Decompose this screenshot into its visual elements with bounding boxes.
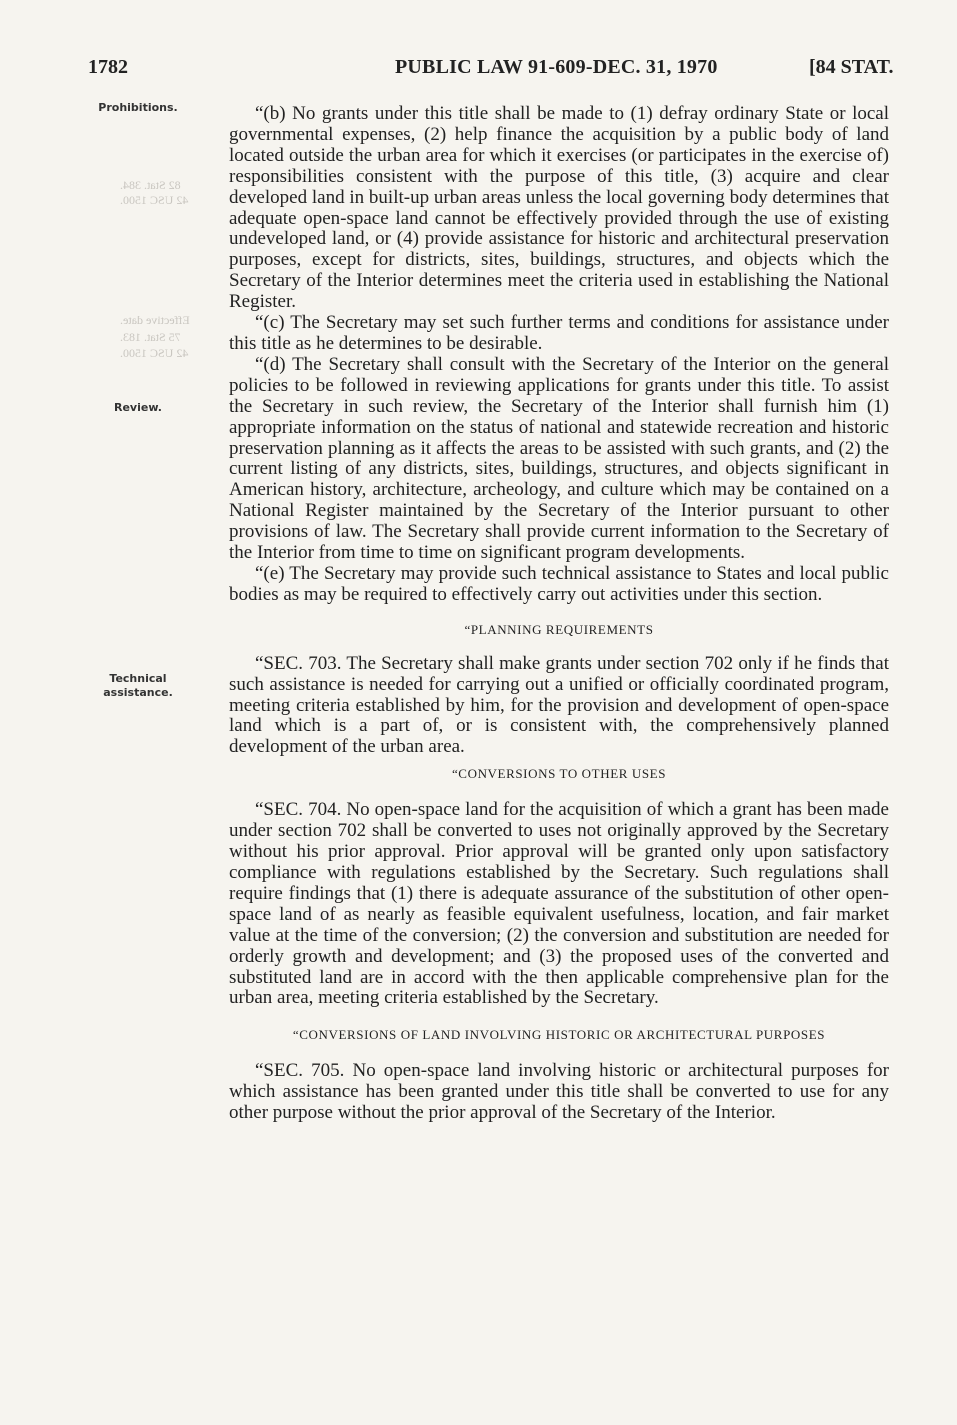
heading-planning-requirements: “PLANNING REQUIREMENTS [464,621,654,637]
bleed-through-note: 75 Stat. 183. [120,330,181,344]
paragraph-c: “(c) The Secretary may set such further terms and conditions for assistance under this title as he determines to be desirable. [229,312,889,354]
page-header [0,56,957,86]
bleed-through-note: Effective date. [120,313,190,327]
margin-note-technical-assistance [68,672,208,700]
statute-body [229,104,889,1124]
margin-note-review: Review. [114,401,162,414]
bleed-through-note: 42 USC 1500. [120,193,189,207]
paragraph-b: “(b) No grants under this title shall be made to (1) defray ordinary State or local governmental expenses, (2) help finance the acquisition by a public body of land located outside the urban area for which it exercises (or participates in the exercise of) responsibilities consistent with the purpose of this title, (3) acquire and clear developed land in built-up urban areas unless the local governing body determines that adequate open-space land cannot be effectively provided through the use of existing undeveloped land, or (4) provide assistance for historic and architectural preservation purposes, except for districts, sites, buildings, structures, and objects which the Secretary of the Interior determines meet the criteria used in establishing the National Register. [229,103,889,313]
margin-note-prohibitions: Prohibitions. [98,101,178,114]
margin-note-line: Technical [109,672,167,685]
running-title: PUBLIC LAW 91-609-DEC. 31, 1970 [395,56,718,78]
volume-reference: [84 STAT. [809,56,894,78]
section-704: “SEC. 704. No open-space land for the acquisition of which a grant has been made under section 702 shall be converted to uses not originally approved by the Secretary without his prior approval. Prior approval will be granted only upon satisfactory compliance with regulations established by the Secretary. Such regulations shall require findings that (1) there is adequate assurance of the substitution of other open-space land of as nearly as feasible equivalent usefulness, location, and fair market value at the time of the conversion; (2) the conversion and substitution are needed for orderly growth and development; and (3) the proposed uses of the converted and substituted land are in accord with the then applicable comprehensive plan for the urban area, meeting criteria established by the Secretary. [229,799,889,1009]
bleed-through-note: 82 Stat. 384. [120,178,181,192]
section-703: “SEC. 703. The Secretary shall make grants under section 702 only if he finds that such assistance is needed for carrying out a unified or officially coordinated program, meeting criteria established by him, for the provision and development of open-space land which is a part of, or is consistent with, the comprehensively planned development of the urban area. [229,652,889,758]
heading-conversions-other-uses: “CONVERSIONS TO OTHER USES [451,766,667,782]
paragraph-d: “(d) The Secretary shall consult with the Secretary of the Interior on the general policies to be followed in reviewing applications for grants under this title. To assist the Secretary in such review, the Secretary of the Interior shall furnish him (1) appropriate information on the status of national and statewide recreation and historic preservation planning as it affects the areas to be assisted with such grants, and (2) the current listing of any districts, sites, buildings, structures, and objects significant in American history, architecture, archeology, and culture which may be contained on a National Register maintained by the Secretary of the Interior pursuant to other provisions of law. The Secretary shall provide current information to the Secretary of the Interior from time to time on significant program developments. [229,353,889,564]
bleed-through-note: 42 USC 1500. [120,346,189,360]
paragraph-e: “(e) The Secretary may provide such technical assistance to States and local public bodies as may be required to effectively carry out activities under this section. [229,562,889,605]
section-705: “SEC. 705. No open-space land involving historic or architectural purposes for which assistance has been granted under this title shall be converted to use for any other purpose without the prior approval of the Secretary of the Interior. [229,1060,889,1124]
heading-historic-conversions: “CONVERSIONS OF LAND INVOLVING HISTORIC OR ARCHITECTURAL PURPOSES [292,1027,826,1043]
margin-note-line: assistance. [103,686,173,699]
page-number: 1782 [88,56,128,78]
